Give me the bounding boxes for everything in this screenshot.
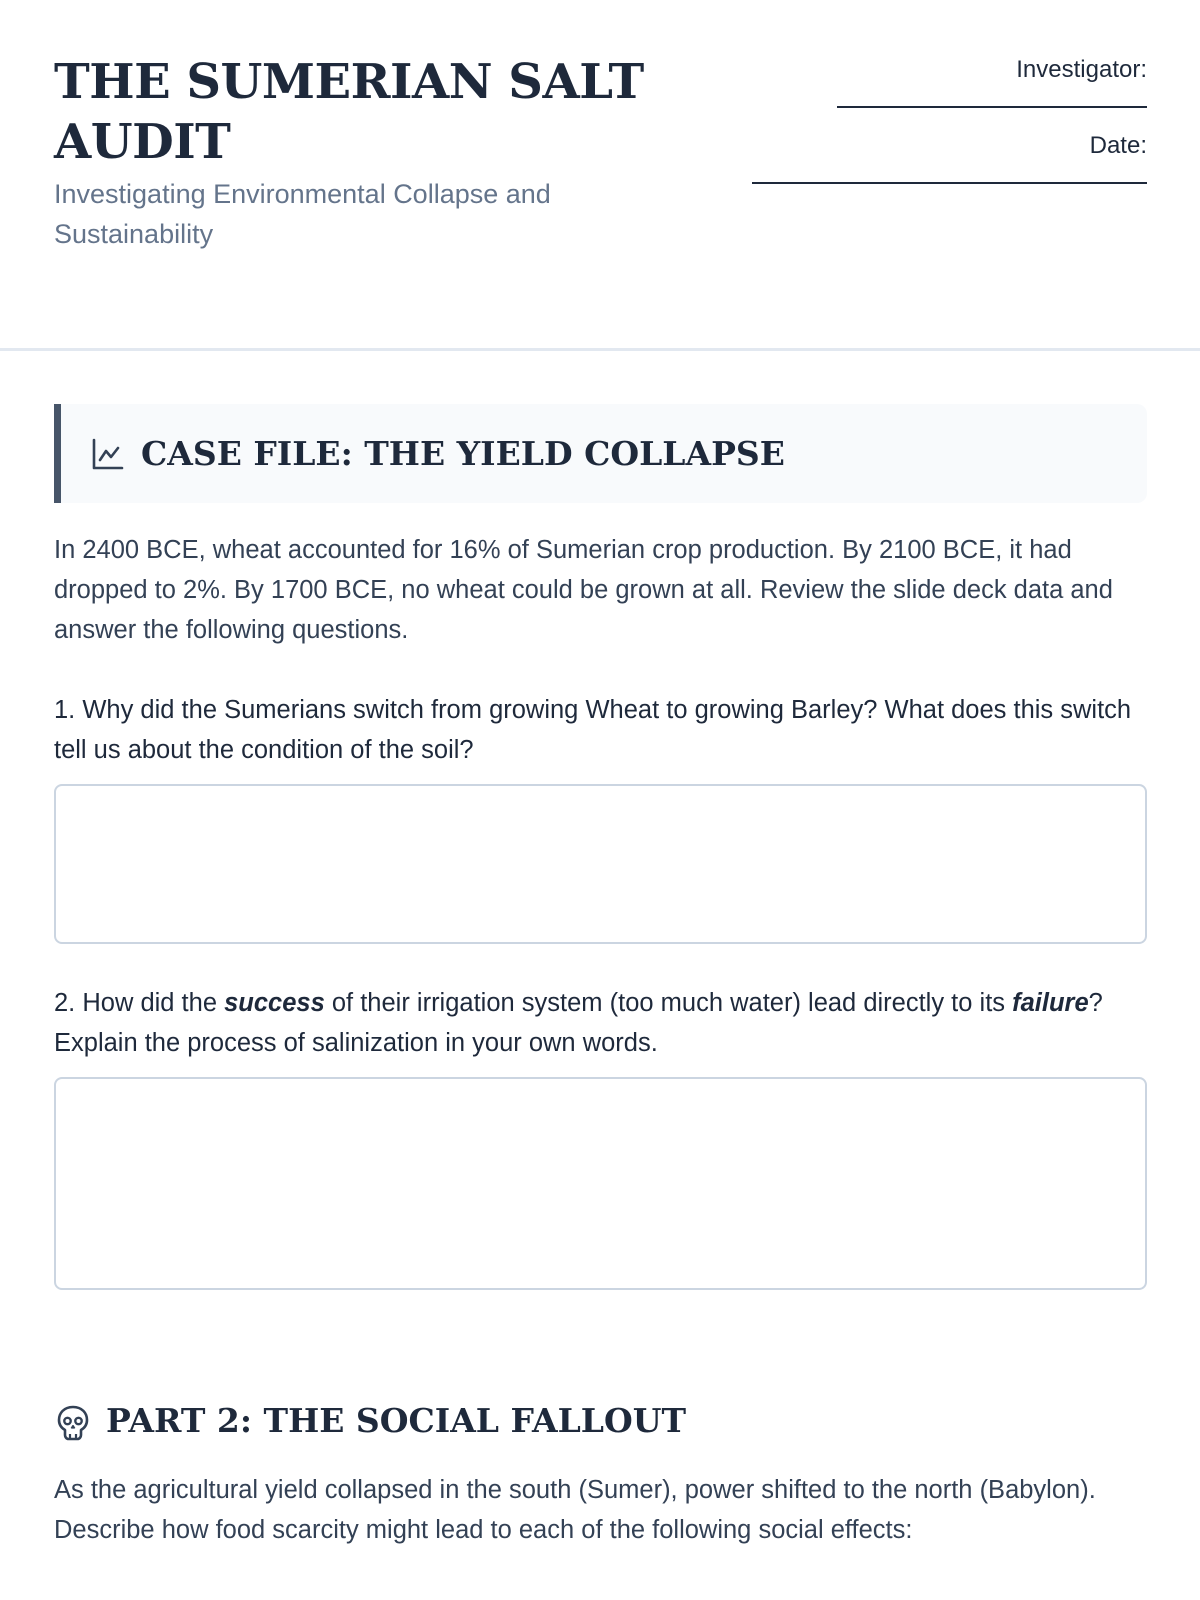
meta-fields bbox=[727, 54, 1147, 184]
date-label: Date: bbox=[1089, 132, 1147, 159]
answer-box-2[interactable] bbox=[54, 1077, 1147, 1290]
question-2-part-a: 2. How did the bbox=[54, 989, 225, 1017]
question-1: 1. Why did the Sumerians switch from growing Wheat to growing Barley? What does this switch tell us about the condition of the soil? bbox=[54, 696, 1132, 764]
investigator-label: Investigator: bbox=[1016, 56, 1147, 83]
page-subtitle: Investigating Environmental Collapse and Sustainability bbox=[54, 179, 551, 249]
date-blank-line[interactable] bbox=[752, 182, 1147, 184]
question-2 bbox=[54, 983, 1164, 1063]
answer-box-1[interactable] bbox=[54, 784, 1147, 944]
question-2-part-c: of their irrigation system (too much water) lead directly to its bbox=[324, 989, 1013, 1017]
worksheet-header bbox=[0, 0, 1200, 351]
question-2-emphasis-failure: failure bbox=[1012, 989, 1089, 1017]
question-2-part-e: ? Explain the process of salinization in your own words. bbox=[54, 989, 1103, 1057]
question-2-emphasis-success: success bbox=[224, 989, 325, 1017]
case-file-intro: In 2400 BCE, wheat accounted for 16% of Sumerian crop production. By 2100 BCE, it had dropped to 2%. By 1700 BCE, no wheat could be grown at all. Review the slide deck data and answer the following questions. bbox=[54, 536, 1113, 644]
line-chart-icon bbox=[91, 437, 125, 471]
skull-icon bbox=[56, 1404, 90, 1442]
investigator-blank-line[interactable] bbox=[837, 106, 1147, 108]
case-file-banner bbox=[54, 404, 1147, 503]
part-2-title: PART 2: THE SOCIAL FALLOUT bbox=[106, 1401, 687, 1440]
page-title: THE SUMERIAN SALT AUDIT bbox=[54, 54, 644, 170]
part-2-intro: As the agricultural yield collapsed in the south (Sumer), power shifted to the north (Babylon). Describe how food scarcity might lead to each of the following social effects: bbox=[54, 1476, 1096, 1544]
case-file-title: CASE FILE: THE YIELD COLLAPSE bbox=[141, 434, 785, 473]
